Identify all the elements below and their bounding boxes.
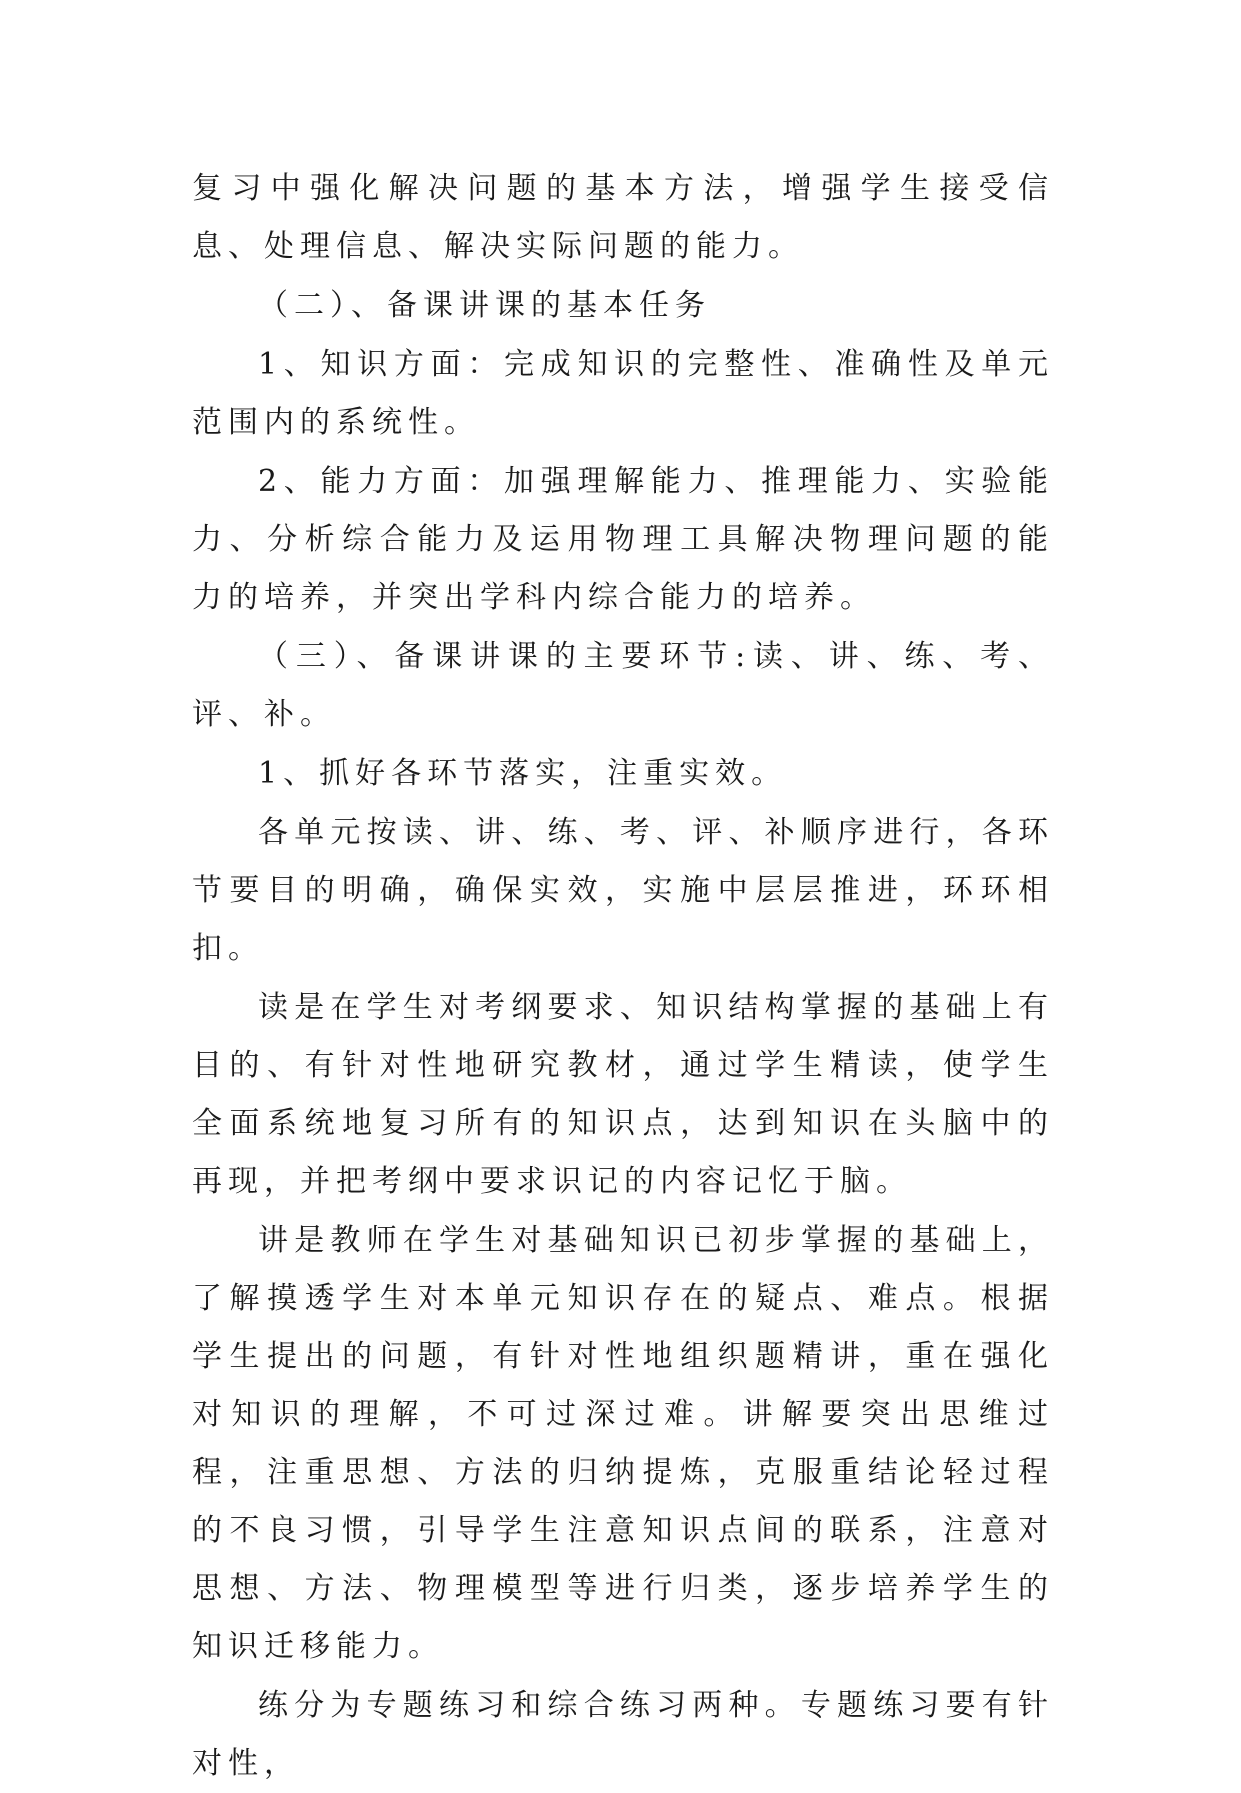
paragraph-lecturing: 讲是教师在学生对基础知识已初步掌握的基础上，了解摸透学生对本单元知识存在的疑点、难点。根据学生提出的问题，有针对性地组织题精讲，重在强化对知识的理解，不可过深过难。讲解要突出思维过程，注重思想、方法的归纳提炼，克服重结论轻过程的不良习惯，引导学生注意知识点间的联系，注意对思想、方法、物理模型等进行归类，逐步培养学生的知识迁移能力。 (192, 1223, 1054, 1664)
section-heading-3: （三）、备课讲课的主要环节:读、讲、练、考、评、补。 (192, 639, 1054, 732)
document-body (192, 160, 1054, 1793)
paragraph-reading: 读是在学生对考纲要求、知识结构掌握的基础上有目的、有针对性地研究教材，通过学生精读，使学生全面系统地复习所有的知识点，达到知识在头脑中的再现，并把考纲中要求识记的内容记忆于脑。 (192, 990, 1054, 1199)
paragraph-implementation: 1、抓好各环节落实，注重实效。 (258, 756, 788, 791)
section-heading-2: （二）、备课讲课的基本任务 (258, 288, 711, 323)
paragraph-continuation: 复习中强化解决问题的基本方法，增强学生接受信息、处理信息、解决实际问题的能力。 (192, 171, 1054, 264)
paragraph-ability: 2、能力方面：加强理解能力、推理能力、实验能力、分析综合能力及运用物理工具解决物理问题的能力的培养，并突出学科内综合能力的培养。 (192, 464, 1054, 615)
paragraph-practice: 练分为专题练习和综合练习两种。专题练习要有针对性， (192, 1688, 1054, 1781)
paragraph-unit-order: 各单元按读、讲、练、考、评、补顺序进行，各环节要目的明确，确保实效，实施中层层推进，环环相扣。 (192, 815, 1054, 966)
paragraph-knowledge: 1、知识方面：完成知识的完整性、准确性及单元范围内的系统性。 (192, 347, 1054, 440)
